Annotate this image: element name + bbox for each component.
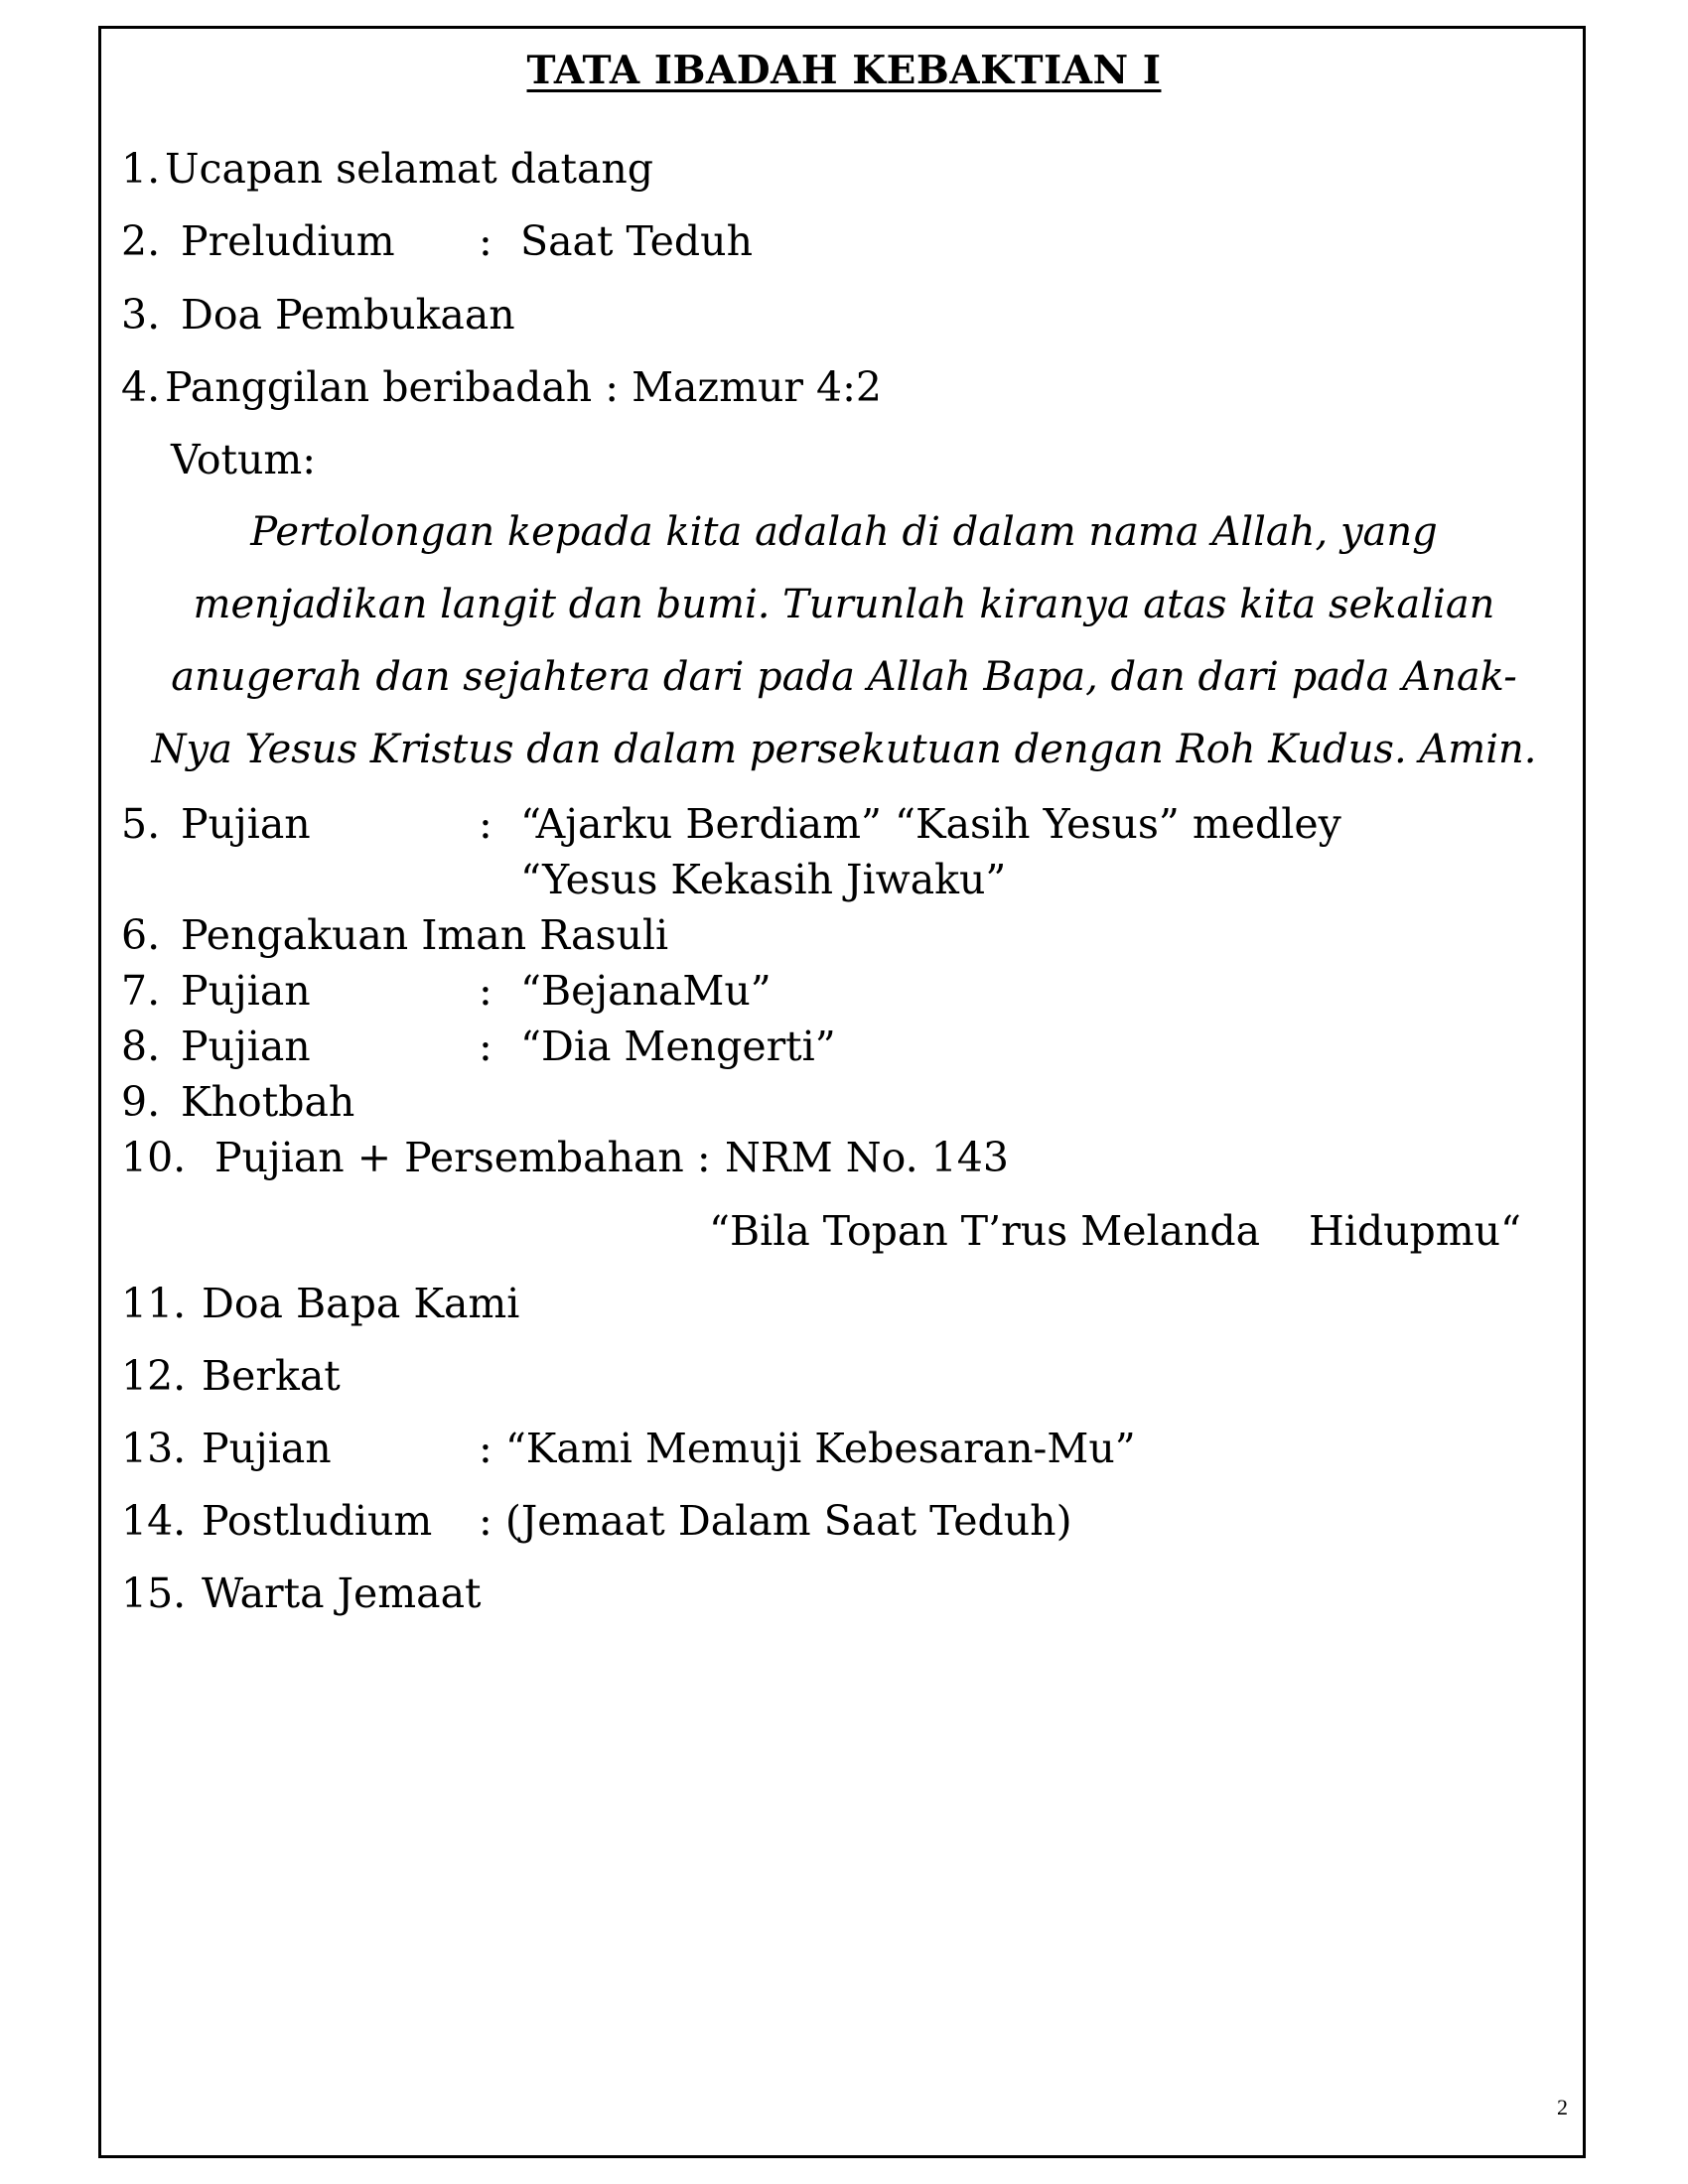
item-3-number: 3. [121,291,161,339]
item-5-number: 5. [121,800,161,848]
item-4-number: 4. [121,363,161,411]
item-10-song-title-end: Hidupmu“ [1309,1207,1522,1255]
item-11-number: 11. [121,1280,187,1327]
item-4-label: Panggilan beribadah : Mazmur 4:2 [165,363,883,411]
item-8-label: Pujian [181,1023,311,1070]
item-12-number: 12. [121,1352,187,1400]
item-5-value: “Ajarku Berdiam” “Kasih Yesus” medley [520,800,1341,848]
item-6-number: 6. [121,911,161,959]
votum-line-3: anugerah dan sejahtera dari pada Allah Bapa, dan dari pada Anak- [171,654,1517,700]
item-15-label: Warta Jemaat [202,1570,482,1617]
votum-line-1: Pertolongan kepada kita adalah di dalam nama Allah, yang [250,509,1438,555]
item-2-separator: : [479,217,492,265]
item-8-number: 8. [121,1023,161,1070]
item-9-label: Khotbah [181,1078,355,1126]
item-1-label: Ucapan selamat datang [165,145,654,193]
votum-line-4: Nya Yesus Kristus dan dalam persekutuan dengan Roh Kudus. Amin. [151,727,1537,772]
item-11-label: Doa Bapa Kami [202,1280,520,1327]
item-6-label: Pengakuan Iman Rasuli [181,911,669,959]
item-14-number: 14. [121,1497,187,1545]
item-2-number: 2. [121,217,161,265]
item-8-value: “Dia Mengerti” [520,1023,836,1070]
item-14-label: Postludium [202,1497,433,1545]
item-2-value: Saat Teduh [520,217,753,265]
item-10-number: 10. [121,1134,187,1181]
item-7-separator: : [479,967,492,1015]
item-5-separator: : [479,800,492,848]
item-12-label: Berkat [202,1352,341,1400]
item-13-label: Pujian [202,1425,332,1472]
item-5-label: Pujian [181,800,311,848]
page-title: TATA IBADAH KEBAKTIAN I [526,48,1162,93]
item-15-number: 15. [121,1570,187,1617]
item-13-number: 13. [121,1425,187,1472]
item-10-song-title: “Bila Topan T’rus Melanda [709,1207,1261,1255]
votum-line-2: menjadikan langit dan bumi. Turunlah kiranya atas kita sekalian [193,582,1495,627]
item-5-value-line-2: “Yesus Kekasih Jiwaku” [520,856,1007,903]
item-14-value: : (Jemaat Dalam Saat Teduh) [479,1497,1072,1545]
item-10-value: NRM No. 143 [725,1134,1009,1181]
item-10-label: Pujian + Persembahan : [214,1134,711,1181]
item-1-number: 1. [121,145,161,193]
item-7-value: “BejanaMu” [520,967,772,1015]
item-8-separator: : [479,1023,492,1070]
item-7-label: Pujian [181,967,311,1015]
item-9-number: 9. [121,1078,161,1126]
item-2-label: Preludium [181,217,395,265]
page-number: 2 [1557,2095,1568,2119]
votum-label: Votum: [171,436,317,483]
item-3-label: Doa Pembukaan [181,291,515,339]
item-7-number: 7. [121,967,161,1015]
item-13-value: : “Kami Memuji Kebesaran-Mu” [479,1425,1136,1472]
